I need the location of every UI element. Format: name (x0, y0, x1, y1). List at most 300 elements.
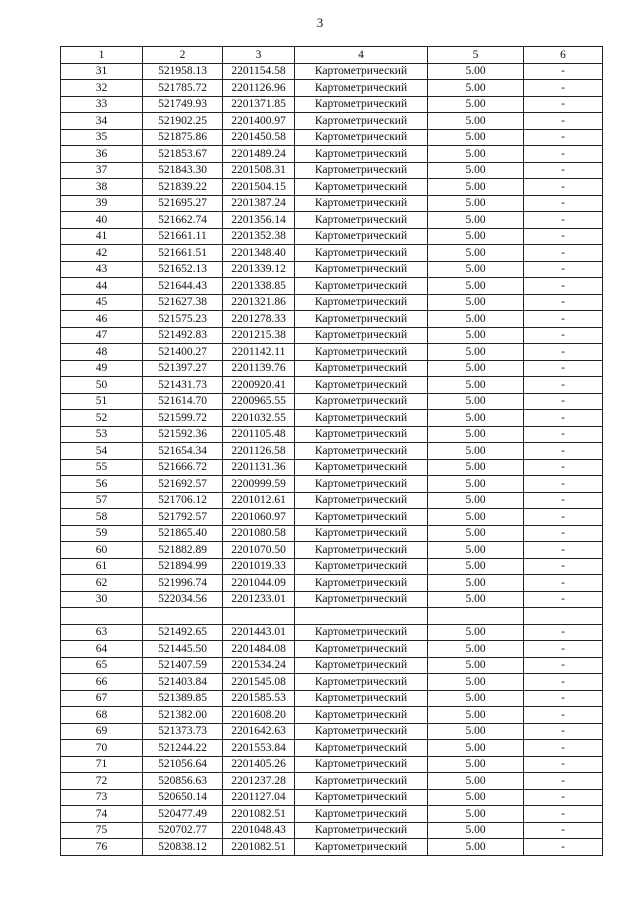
note-cell: - (524, 443, 603, 460)
point-number-cell (61, 608, 143, 625)
point-number-cell: 45 (61, 294, 143, 311)
accuracy-cell: 5.00 (428, 261, 524, 278)
table-row (61, 723, 603, 740)
method-cell: Картометрический (295, 63, 428, 80)
method-cell: Картометрический (295, 443, 428, 460)
table-row (61, 492, 603, 509)
point-number-cell: 38 (61, 179, 143, 196)
table-separator-row (61, 608, 603, 625)
note-cell: - (524, 641, 603, 658)
table-row (61, 212, 603, 229)
table-row (61, 278, 603, 295)
table-row (61, 773, 603, 790)
table-row (61, 740, 603, 757)
point-number-cell: 64 (61, 641, 143, 658)
point-number-cell: 53 (61, 426, 143, 443)
x-coordinate-cell: 521373.73 (143, 723, 223, 740)
x-coordinate-cell: 521666.72 (143, 459, 223, 476)
accuracy-cell: 5.00 (428, 641, 524, 658)
y-coordinate-cell: 2201642.63 (223, 723, 295, 740)
accuracy-cell: 5.00 (428, 96, 524, 113)
point-number-cell: 62 (61, 575, 143, 592)
note-cell: - (524, 591, 603, 608)
point-number-cell: 41 (61, 228, 143, 245)
point-number-cell: 32 (61, 80, 143, 97)
table-row (61, 822, 603, 839)
note-cell: - (524, 740, 603, 757)
table-row (61, 294, 603, 311)
x-coordinate-cell: 520477.49 (143, 806, 223, 823)
y-coordinate-cell: 2201352.38 (223, 228, 295, 245)
y-coordinate-cell: 2201105.48 (223, 426, 295, 443)
accuracy-cell: 5.00 (428, 740, 524, 757)
note-cell: - (524, 311, 603, 328)
column-header-1: 1 (61, 47, 143, 64)
point-number-cell: 36 (61, 146, 143, 163)
note-cell: - (524, 228, 603, 245)
point-number-cell: 34 (61, 113, 143, 130)
x-coordinate-cell: 521400.27 (143, 344, 223, 361)
table-row (61, 327, 603, 344)
table-row (61, 129, 603, 146)
method-cell: Картометрический (295, 806, 428, 823)
table-row (61, 806, 603, 823)
x-coordinate-cell: 521706.12 (143, 492, 223, 509)
x-coordinate-cell: 521661.51 (143, 245, 223, 262)
point-number-cell: 31 (61, 63, 143, 80)
method-cell: Картометрический (295, 542, 428, 559)
point-number-cell: 70 (61, 740, 143, 757)
accuracy-cell: 5.00 (428, 146, 524, 163)
point-number-cell: 42 (61, 245, 143, 262)
method-cell: Картометрический (295, 558, 428, 575)
method-cell: Картометрический (295, 377, 428, 394)
y-coordinate-cell: 2201233.01 (223, 591, 295, 608)
method-cell: Картометрический (295, 228, 428, 245)
method-cell: Картометрический (295, 113, 428, 130)
point-number-cell: 37 (61, 162, 143, 179)
point-number-cell: 74 (61, 806, 143, 823)
coordinates-table-body (61, 47, 603, 856)
method-cell: Картометрический (295, 525, 428, 542)
point-number-cell: 46 (61, 311, 143, 328)
method-cell: Картометрический (295, 723, 428, 740)
note-cell: - (524, 212, 603, 229)
note-cell: - (524, 410, 603, 427)
table-row (61, 558, 603, 575)
table-row (61, 476, 603, 493)
page-number: 3 (316, 15, 324, 30)
x-coordinate-cell: 521445.50 (143, 641, 223, 658)
accuracy-cell: 5.00 (428, 63, 524, 80)
x-coordinate-cell: 521843.30 (143, 162, 223, 179)
y-coordinate-cell: 2201012.61 (223, 492, 295, 509)
method-cell: Картометрический (295, 360, 428, 377)
x-coordinate-cell: 521652.13 (143, 261, 223, 278)
method-cell: Картометрический (295, 773, 428, 790)
y-coordinate-cell: 2201356.14 (223, 212, 295, 229)
table-row (61, 641, 603, 658)
method-cell: Картометрический (295, 311, 428, 328)
note-cell: - (524, 492, 603, 509)
note-cell: - (524, 360, 603, 377)
x-coordinate-cell: 521749.93 (143, 96, 223, 113)
table-row (61, 509, 603, 526)
x-coordinate-cell: 521902.25 (143, 113, 223, 130)
note-cell: - (524, 839, 603, 856)
accuracy-cell: 5.00 (428, 294, 524, 311)
table-row (61, 657, 603, 674)
y-coordinate-cell: 2201387.24 (223, 195, 295, 212)
table-row (61, 410, 603, 427)
x-coordinate-cell: 521389.85 (143, 690, 223, 707)
x-coordinate-cell: 520856.63 (143, 773, 223, 790)
method-cell: Картометрический (295, 476, 428, 493)
accuracy-cell: 5.00 (428, 839, 524, 856)
table-row (61, 426, 603, 443)
table-row (61, 525, 603, 542)
method-cell: Картометрический (295, 80, 428, 97)
x-coordinate-cell: 521882.89 (143, 542, 223, 559)
method-cell: Картометрический (295, 575, 428, 592)
point-number-cell: 39 (61, 195, 143, 212)
note-cell: - (524, 195, 603, 212)
point-number-cell: 60 (61, 542, 143, 559)
point-number-cell: 50 (61, 377, 143, 394)
method-cell: Картометрический (295, 327, 428, 344)
method-cell: Картометрический (295, 591, 428, 608)
note-cell: - (524, 575, 603, 592)
y-coordinate-cell: 2201585.53 (223, 690, 295, 707)
accuracy-cell: 5.00 (428, 129, 524, 146)
method-cell: Картометрический (295, 789, 428, 806)
table-row (61, 96, 603, 113)
point-number-cell: 48 (61, 344, 143, 361)
point-number-cell: 43 (61, 261, 143, 278)
x-coordinate-cell: 521244.22 (143, 740, 223, 757)
y-coordinate-cell: 2201278.33 (223, 311, 295, 328)
x-coordinate-cell: 521382.00 (143, 707, 223, 724)
note-cell: - (524, 459, 603, 476)
y-coordinate-cell: 2201237.28 (223, 773, 295, 790)
y-coordinate-cell: 2200920.41 (223, 377, 295, 394)
x-coordinate-cell: 521644.43 (143, 278, 223, 295)
accuracy-cell: 5.00 (428, 690, 524, 707)
table-row (61, 360, 603, 377)
note-cell: - (524, 624, 603, 641)
method-cell: Картометрический (295, 129, 428, 146)
table-row (61, 162, 603, 179)
point-number-cell: 49 (61, 360, 143, 377)
x-coordinate-cell: 521492.83 (143, 327, 223, 344)
accuracy-cell: 5.00 (428, 591, 524, 608)
method-cell: Картометрический (295, 756, 428, 773)
point-number-cell: 71 (61, 756, 143, 773)
table-row (61, 113, 603, 130)
note-cell: - (524, 113, 603, 130)
x-coordinate-cell: 521492.65 (143, 624, 223, 641)
point-number-cell: 61 (61, 558, 143, 575)
x-coordinate-cell: 521654.34 (143, 443, 223, 460)
accuracy-cell: 5.00 (428, 773, 524, 790)
x-coordinate-cell (143, 608, 223, 625)
x-coordinate-cell: 521431.73 (143, 377, 223, 394)
point-number-cell: 52 (61, 410, 143, 427)
note-cell: - (524, 179, 603, 196)
accuracy-cell: 5.00 (428, 377, 524, 394)
column-header-5: 5 (428, 47, 524, 64)
table-row (61, 63, 603, 80)
method-cell: Картометрический (295, 162, 428, 179)
x-coordinate-cell: 521958.13 (143, 63, 223, 80)
point-number-cell: 65 (61, 657, 143, 674)
column-header-6: 6 (524, 47, 603, 64)
x-coordinate-cell: 521894.99 (143, 558, 223, 575)
accuracy-cell: 5.00 (428, 509, 524, 526)
method-cell: Картометрический (295, 426, 428, 443)
note-cell: - (524, 294, 603, 311)
method-cell: Картометрический (295, 294, 428, 311)
accuracy-cell: 5.00 (428, 806, 524, 823)
method-cell: Картометрический (295, 344, 428, 361)
point-number-cell: 47 (61, 327, 143, 344)
table-row (61, 344, 603, 361)
note-cell: - (524, 377, 603, 394)
note-cell: - (524, 245, 603, 262)
method-cell: Картометрический (295, 822, 428, 839)
table-row (61, 707, 603, 724)
column-header-2: 2 (143, 47, 223, 64)
y-coordinate-cell: 2201019.33 (223, 558, 295, 575)
table-row (61, 393, 603, 410)
table-row (61, 690, 603, 707)
y-coordinate-cell: 2201048.43 (223, 822, 295, 839)
table-row (61, 261, 603, 278)
note-cell: - (524, 96, 603, 113)
table-row (61, 195, 603, 212)
y-coordinate-cell: 2201060.97 (223, 509, 295, 526)
x-coordinate-cell: 520650.14 (143, 789, 223, 806)
y-coordinate-cell: 2201044.09 (223, 575, 295, 592)
method-cell: Картометрический (295, 146, 428, 163)
point-number-cell: 56 (61, 476, 143, 493)
note-cell: - (524, 806, 603, 823)
y-coordinate-cell: 2201508.31 (223, 162, 295, 179)
accuracy-cell: 5.00 (428, 707, 524, 724)
y-coordinate-cell: 2201484.08 (223, 641, 295, 658)
x-coordinate-cell: 520702.77 (143, 822, 223, 839)
method-cell: Картометрический (295, 96, 428, 113)
y-coordinate-cell: 2201450.58 (223, 129, 295, 146)
method-cell: Картометрический (295, 657, 428, 674)
method-cell: Картометрический (295, 195, 428, 212)
coordinates-table (60, 46, 603, 856)
note-cell: - (524, 80, 603, 97)
point-number-cell: 59 (61, 525, 143, 542)
y-coordinate-cell: 2201338.85 (223, 278, 295, 295)
note-cell: - (524, 63, 603, 80)
x-coordinate-cell: 521785.72 (143, 80, 223, 97)
x-coordinate-cell: 521407.59 (143, 657, 223, 674)
x-coordinate-cell: 521627.38 (143, 294, 223, 311)
y-coordinate-cell: 2201126.58 (223, 443, 295, 460)
table-row (61, 575, 603, 592)
y-coordinate-cell: 2201080.58 (223, 525, 295, 542)
method-cell: Картометрический (295, 393, 428, 410)
table-row (61, 756, 603, 773)
method-cell: Картометрический (295, 278, 428, 295)
y-coordinate-cell: 2201545.08 (223, 674, 295, 691)
note-cell: - (524, 525, 603, 542)
note-cell: - (524, 261, 603, 278)
accuracy-cell: 5.00 (428, 393, 524, 410)
accuracy-cell: 5.00 (428, 327, 524, 344)
x-coordinate-cell: 521792.57 (143, 509, 223, 526)
accuracy-cell: 5.00 (428, 228, 524, 245)
accuracy-cell: 5.00 (428, 624, 524, 641)
method-cell: Картометрический (295, 674, 428, 691)
note-cell: - (524, 674, 603, 691)
table-row (61, 80, 603, 97)
x-coordinate-cell: 521875.86 (143, 129, 223, 146)
point-number-cell: 69 (61, 723, 143, 740)
method-cell: Картометрический (295, 624, 428, 641)
method-cell: Картометрический (295, 212, 428, 229)
method-cell: Картометрический (295, 410, 428, 427)
note-cell: - (524, 426, 603, 443)
note-cell: - (524, 162, 603, 179)
table-row (61, 624, 603, 641)
accuracy-cell: 5.00 (428, 459, 524, 476)
accuracy-cell: 5.00 (428, 723, 524, 740)
note-cell: - (524, 146, 603, 163)
x-coordinate-cell: 521397.27 (143, 360, 223, 377)
accuracy-cell: 5.00 (428, 756, 524, 773)
note-cell: - (524, 393, 603, 410)
accuracy-cell: 5.00 (428, 162, 524, 179)
point-number-cell: 68 (61, 707, 143, 724)
y-coordinate-cell: 2201489.24 (223, 146, 295, 163)
table-row (61, 443, 603, 460)
method-cell: Картометрический (295, 261, 428, 278)
x-coordinate-cell: 521614.70 (143, 393, 223, 410)
accuracy-cell: 5.00 (428, 195, 524, 212)
point-number-cell: 44 (61, 278, 143, 295)
table-row (61, 245, 603, 262)
y-coordinate-cell: 2201405.26 (223, 756, 295, 773)
method-cell: Картометрический (295, 509, 428, 526)
accuracy-cell: 5.00 (428, 179, 524, 196)
point-number-cell: 33 (61, 96, 143, 113)
point-number-cell: 40 (61, 212, 143, 229)
y-coordinate-cell: 2201371.85 (223, 96, 295, 113)
accuracy-cell: 5.00 (428, 657, 524, 674)
note-cell: - (524, 756, 603, 773)
accuracy-cell: 5.00 (428, 410, 524, 427)
column-header-4: 4 (295, 47, 428, 64)
method-cell: Картометрический (295, 245, 428, 262)
note-cell: - (524, 558, 603, 575)
point-number-cell: 30 (61, 591, 143, 608)
x-coordinate-cell: 521692.57 (143, 476, 223, 493)
x-coordinate-cell: 521403.84 (143, 674, 223, 691)
accuracy-cell: 5.00 (428, 558, 524, 575)
x-coordinate-cell: 522034.56 (143, 591, 223, 608)
accuracy-cell: 5.00 (428, 80, 524, 97)
note-cell: - (524, 773, 603, 790)
accuracy-cell: 5.00 (428, 789, 524, 806)
y-coordinate-cell: 2201139.76 (223, 360, 295, 377)
y-coordinate-cell: 2201070.50 (223, 542, 295, 559)
accuracy-cell: 5.00 (428, 525, 524, 542)
accuracy-cell (428, 608, 524, 625)
accuracy-cell: 5.00 (428, 245, 524, 262)
accuracy-cell: 5.00 (428, 212, 524, 229)
y-coordinate-cell: 2201127.04 (223, 789, 295, 806)
point-number-cell: 73 (61, 789, 143, 806)
method-cell: Картометрический (295, 641, 428, 658)
accuracy-cell: 5.00 (428, 822, 524, 839)
note-cell: - (524, 707, 603, 724)
table-row (61, 591, 603, 608)
y-coordinate-cell: 2201142.11 (223, 344, 295, 361)
note-cell: - (524, 822, 603, 839)
table-row (61, 228, 603, 245)
note-cell: - (524, 542, 603, 559)
y-coordinate-cell: 2200999.59 (223, 476, 295, 493)
accuracy-cell: 5.00 (428, 426, 524, 443)
point-number-cell: 57 (61, 492, 143, 509)
table-row (61, 179, 603, 196)
table-row (61, 146, 603, 163)
point-number-cell: 72 (61, 773, 143, 790)
y-coordinate-cell: 2201553.84 (223, 740, 295, 757)
y-coordinate-cell: 2201321.86 (223, 294, 295, 311)
point-number-cell: 51 (61, 393, 143, 410)
point-number-cell: 35 (61, 129, 143, 146)
y-coordinate-cell: 2201082.51 (223, 839, 295, 856)
accuracy-cell: 5.00 (428, 492, 524, 509)
x-coordinate-cell: 521056.64 (143, 756, 223, 773)
y-coordinate-cell: 2201534.24 (223, 657, 295, 674)
point-number-cell: 55 (61, 459, 143, 476)
table-row (61, 377, 603, 394)
y-coordinate-cell: 2200965.55 (223, 393, 295, 410)
y-coordinate-cell: 2201215.38 (223, 327, 295, 344)
accuracy-cell: 5.00 (428, 344, 524, 361)
point-number-cell: 63 (61, 624, 143, 641)
x-coordinate-cell: 521996.74 (143, 575, 223, 592)
accuracy-cell: 5.00 (428, 278, 524, 295)
y-coordinate-cell: 2201348.40 (223, 245, 295, 262)
point-number-cell: 76 (61, 839, 143, 856)
y-coordinate-cell: 2201443.01 (223, 624, 295, 641)
table-row (61, 311, 603, 328)
note-cell: - (524, 690, 603, 707)
x-coordinate-cell: 521839.22 (143, 179, 223, 196)
x-coordinate-cell: 521661.11 (143, 228, 223, 245)
note-cell (524, 608, 603, 625)
point-number-cell: 54 (61, 443, 143, 460)
method-cell (295, 608, 428, 625)
accuracy-cell: 5.00 (428, 113, 524, 130)
x-coordinate-cell: 521592.36 (143, 426, 223, 443)
y-coordinate-cell: 2201082.51 (223, 806, 295, 823)
x-coordinate-cell: 521865.40 (143, 525, 223, 542)
table-row (61, 839, 603, 856)
x-coordinate-cell: 521853.67 (143, 146, 223, 163)
accuracy-cell: 5.00 (428, 443, 524, 460)
